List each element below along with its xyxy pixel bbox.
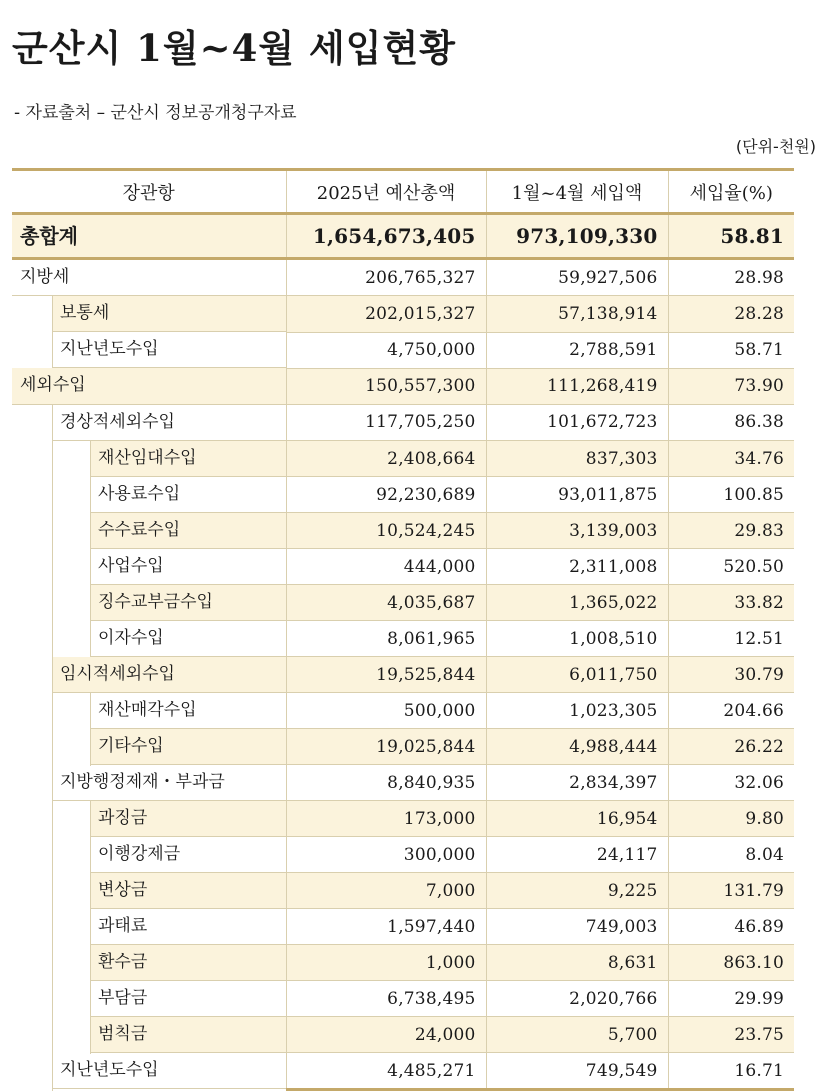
row-label: 세외수입 (12, 368, 286, 404)
table-row (12, 693, 794, 729)
row-rate: 28.98 (668, 259, 794, 296)
row-revenue: 4,988,444 (486, 729, 668, 765)
row-revenue: 24,117 (486, 837, 668, 873)
row-budget: 7,000 (286, 873, 486, 909)
row-revenue: 2,834,397 (486, 765, 668, 801)
row-label: 범칙금 (12, 1017, 286, 1053)
row-label: 경상적세외수입 (12, 404, 286, 441)
row-budget: 2,408,664 (286, 441, 486, 477)
row-budget: 19,025,844 (286, 729, 486, 765)
row-label: 징수교부금수입 (12, 585, 286, 621)
row-revenue: 59,927,506 (486, 259, 668, 296)
table-row (12, 801, 794, 837)
row-rate: 26.22 (668, 729, 794, 765)
row-revenue: 3,139,003 (486, 513, 668, 549)
row-budget: 24,000 (286, 1017, 486, 1053)
row-rate: 58.81 (668, 214, 794, 259)
row-revenue: 749,003 (486, 909, 668, 945)
row-rate: 34.76 (668, 441, 794, 477)
row-rate: 9.80 (668, 801, 794, 837)
row-rate: 863.10 (668, 945, 794, 981)
row-rate: 86.38 (668, 404, 794, 441)
table-row (12, 945, 794, 981)
row-label: 지난년도수입 (12, 1053, 286, 1090)
row-label: 보통세 (12, 296, 286, 333)
row-revenue: 93,011,875 (486, 477, 668, 513)
table-row (12, 296, 794, 333)
row-revenue: 6,011,750 (486, 657, 668, 693)
page-title: 군산시 1월~4월 세입현황 (12, 26, 456, 70)
table-row (12, 873, 794, 909)
row-revenue: 57,138,914 (486, 296, 668, 333)
row-label: 사용료수입 (12, 477, 286, 513)
revenue-table (12, 168, 794, 1091)
unit-note: (단위-천원) (735, 137, 816, 156)
row-rate: 204.66 (668, 693, 794, 729)
row-budget: 1,000 (286, 945, 486, 981)
row-rate: 29.99 (668, 981, 794, 1017)
table-row (12, 981, 794, 1017)
row-revenue: 2,311,008 (486, 549, 668, 585)
row-rate: 30.79 (668, 657, 794, 693)
row-revenue: 1,365,022 (486, 585, 668, 621)
row-label: 지방세 (12, 259, 286, 296)
row-label: 변상금 (12, 873, 286, 909)
table-row (12, 585, 794, 621)
row-label: 이행강제금 (12, 837, 286, 873)
row-label: 사업수입 (12, 549, 286, 585)
row-budget: 1,597,440 (286, 909, 486, 945)
row-rate: 28.28 (668, 296, 794, 333)
row-label: 기타수입 (12, 729, 286, 765)
row-label: 재산매각수입 (12, 693, 286, 729)
row-label: 임시적세외수입 (12, 657, 286, 693)
row-revenue: 749,549 (486, 1053, 668, 1090)
row-label: 지방행정제재・부과금 (12, 765, 286, 801)
table-row (12, 765, 794, 801)
table-row (12, 729, 794, 765)
table-row-total (12, 214, 794, 259)
header-category: 장관항 (12, 170, 286, 214)
row-budget: 4,035,687 (286, 585, 486, 621)
table-header-row (12, 170, 794, 214)
row-revenue: 1,008,510 (486, 621, 668, 657)
table-row (12, 259, 794, 296)
row-revenue: 837,303 (486, 441, 668, 477)
row-budget: 1,654,673,405 (286, 214, 486, 259)
row-budget: 300,000 (286, 837, 486, 873)
table-row (12, 441, 794, 477)
row-rate: 46.89 (668, 909, 794, 945)
table-row (12, 657, 794, 693)
row-label: 지난년도수입 (12, 332, 286, 368)
row-revenue: 2,788,591 (486, 332, 668, 368)
row-budget: 444,000 (286, 549, 486, 585)
header-rate: 세입율(%) (668, 170, 794, 214)
table-row (12, 837, 794, 873)
row-label: 과징금 (12, 801, 286, 837)
table-row (12, 368, 794, 404)
row-label: 총합계 (12, 214, 286, 259)
row-rate: 73.90 (668, 368, 794, 404)
table-row (12, 1053, 794, 1090)
row-budget: 202,015,327 (286, 296, 486, 333)
row-rate: 29.83 (668, 513, 794, 549)
row-budget: 150,557,300 (286, 368, 486, 404)
row-rate: 33.82 (668, 585, 794, 621)
table-row (12, 1017, 794, 1053)
row-revenue: 973,109,330 (486, 214, 668, 259)
row-rate: 58.71 (668, 332, 794, 368)
table-row (12, 549, 794, 585)
row-rate: 16.71 (668, 1053, 794, 1090)
source-note: - 자료출처 – 군산시 정보공개청구자료 (14, 103, 297, 123)
row-label: 이자수입 (12, 621, 286, 657)
row-budget: 8,061,965 (286, 621, 486, 657)
row-budget: 4,485,271 (286, 1053, 486, 1090)
row-budget: 6,738,495 (286, 981, 486, 1017)
table-row (12, 477, 794, 513)
row-revenue: 2,020,766 (486, 981, 668, 1017)
row-revenue: 16,954 (486, 801, 668, 837)
row-label: 부담금 (12, 981, 286, 1017)
row-budget: 92,230,689 (286, 477, 486, 513)
row-rate: 8.04 (668, 837, 794, 873)
row-rate: 23.75 (668, 1017, 794, 1053)
table-row (12, 332, 794, 368)
row-label: 재산임대수입 (12, 441, 286, 477)
row-rate: 12.51 (668, 621, 794, 657)
row-revenue: 101,672,723 (486, 404, 668, 441)
row-budget: 173,000 (286, 801, 486, 837)
header-budget: 2025년 예산총액 (286, 170, 486, 214)
row-revenue: 8,631 (486, 945, 668, 981)
row-budget: 10,524,245 (286, 513, 486, 549)
table-row (12, 909, 794, 945)
row-budget: 4,750,000 (286, 332, 486, 368)
table-row (12, 404, 794, 441)
header-revenue: 1월~4월 세입액 (486, 170, 668, 214)
table-row (12, 621, 794, 657)
table-row (12, 513, 794, 549)
row-budget: 117,705,250 (286, 404, 486, 441)
row-revenue: 111,268,419 (486, 368, 668, 404)
row-budget: 19,525,844 (286, 657, 486, 693)
row-label: 환수금 (12, 945, 286, 981)
row-label: 과태료 (12, 909, 286, 945)
row-rate: 520.50 (668, 549, 794, 585)
row-revenue: 1,023,305 (486, 693, 668, 729)
row-rate: 32.06 (668, 765, 794, 801)
row-label: 수수료수입 (12, 513, 286, 549)
row-rate: 100.85 (668, 477, 794, 513)
row-budget: 206,765,327 (286, 259, 486, 296)
row-budget: 500,000 (286, 693, 486, 729)
row-revenue: 9,225 (486, 873, 668, 909)
row-budget: 8,840,935 (286, 765, 486, 801)
row-rate: 131.79 (668, 873, 794, 909)
row-revenue: 5,700 (486, 1017, 668, 1053)
